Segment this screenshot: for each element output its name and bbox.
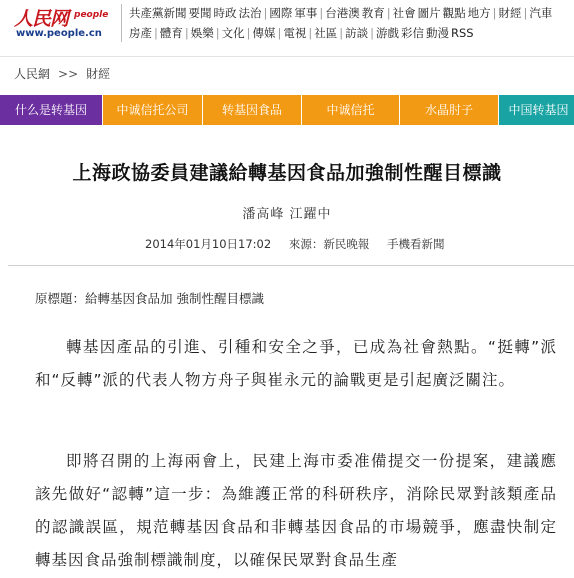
breadcrumb-divider	[0, 56, 574, 57]
nav-link[interactable]: 文化	[221, 26, 245, 40]
nav-link[interactable]: 娛樂	[190, 26, 214, 40]
breadcrumb-section[interactable]: 財經	[86, 67, 111, 81]
site-logo[interactable]	[14, 4, 114, 42]
nav-separator: |	[215, 26, 220, 40]
nav-link[interactable]: 游戲	[376, 26, 399, 40]
nav-separator: |	[246, 26, 251, 40]
topic-tab[interactable]: 中诚信托	[302, 95, 400, 125]
nav-link[interactable]: 社會	[392, 6, 416, 20]
nav-link[interactable]: 體育	[159, 26, 183, 40]
nav-link[interactable]: 動漫	[426, 26, 449, 40]
nav-link[interactable]: 地方	[467, 6, 491, 20]
nav-link[interactable]: 教育	[361, 6, 385, 20]
nav-separator: |	[492, 6, 497, 20]
nav-link[interactable]: 社區	[314, 26, 338, 40]
nav-link[interactable]: 要聞	[188, 6, 212, 20]
logo-people-text: people	[74, 10, 109, 20]
nav-link[interactable]: 共產黨新聞	[129, 6, 187, 20]
nav-link[interactable]: 國際	[269, 6, 293, 20]
nav-separator: |	[339, 26, 344, 40]
nav-link[interactable]: 台港澳	[325, 6, 360, 20]
topic-tab[interactable]: 转基因食品	[203, 95, 302, 125]
nav-link[interactable]: 時政	[213, 6, 237, 20]
nav-separator: |	[319, 6, 324, 20]
topic-tab-bar	[0, 95, 574, 125]
nav-separator: |	[277, 26, 282, 40]
article-paragraph: 即將召開的上海兩會上，民建上海市委准備提交一份提案，建議應該先做好“認轉”這一步：為維護正常的科研秩序，消除民眾對該類產品的認識誤區，規范轉基因食品和非轉基因食品的市場競爭，應盡快制定轉基因食品強制標識制度，以確保民眾對食品生產	[35, 452, 557, 569]
nav-link[interactable]: 財經	[498, 6, 522, 20]
header-divider	[121, 4, 122, 42]
nav-separator: |	[263, 6, 268, 20]
nav-link[interactable]: 電視	[283, 26, 307, 40]
nav-separator: |	[154, 26, 158, 40]
site-header	[0, 0, 574, 46]
logo-url: www.people.cn	[16, 28, 102, 39]
nav-link[interactable]: 傳媒	[252, 26, 276, 40]
article-paragraph: 轉基因產品的引進、引種和安全之爭，已成為社會熱點。“挺轉”派和“反轉”派的代表人物方舟子與崔永元的論戰更是引起廣泛關注。	[35, 338, 557, 389]
nav-link[interactable]: 彩信	[401, 26, 424, 40]
topic-tab[interactable]: 中诚信托公司	[103, 95, 203, 125]
article-divider	[8, 265, 574, 266]
breadcrumb	[14, 65, 110, 82]
nav-separator: |	[370, 26, 374, 40]
top-navigation	[129, 3, 574, 43]
nav-link[interactable]: 軍事	[294, 6, 318, 20]
nav-link[interactable]: 圖片	[417, 6, 441, 20]
mobile-news-link[interactable]: 手機看新聞	[387, 237, 445, 251]
breadcrumb-home[interactable]: 人民網	[14, 67, 51, 81]
article-date: 2014年01月10日17:02	[145, 237, 272, 251]
breadcrumb-arrow: >>	[58, 67, 79, 81]
topic-tab[interactable]: 中国转基因	[499, 95, 574, 125]
article-source: 來源：新民晚報	[288, 237, 370, 251]
nav-separator: |	[386, 6, 391, 20]
nav-separator: |	[523, 6, 528, 20]
article-meta	[145, 236, 445, 252]
nav-link[interactable]: 房產	[129, 26, 152, 40]
nav-link[interactable]: 觀點	[442, 6, 466, 20]
article-authors: 潘高峰 江躍中	[242, 207, 332, 222]
nav-link[interactable]: 法治	[238, 6, 262, 20]
topic-tab[interactable]: 什么是转基因	[0, 95, 103, 125]
logo-text: 人民网	[14, 8, 69, 30]
article-title: 上海政協委員建議給轉基因食品加強制性醒目標識	[72, 162, 502, 184]
original-title: 原標題：給轉基因食品加 強制性醒目標識	[35, 291, 264, 306]
nav-link[interactable]: 訪談	[345, 26, 369, 40]
nav-separator: |	[308, 26, 313, 40]
topic-tab[interactable]: 水晶肘子	[400, 95, 499, 125]
nav-link[interactable]: 汽車	[529, 6, 553, 20]
nav-separator: |	[184, 26, 189, 40]
nav-link[interactable]: RSS	[451, 26, 474, 40]
